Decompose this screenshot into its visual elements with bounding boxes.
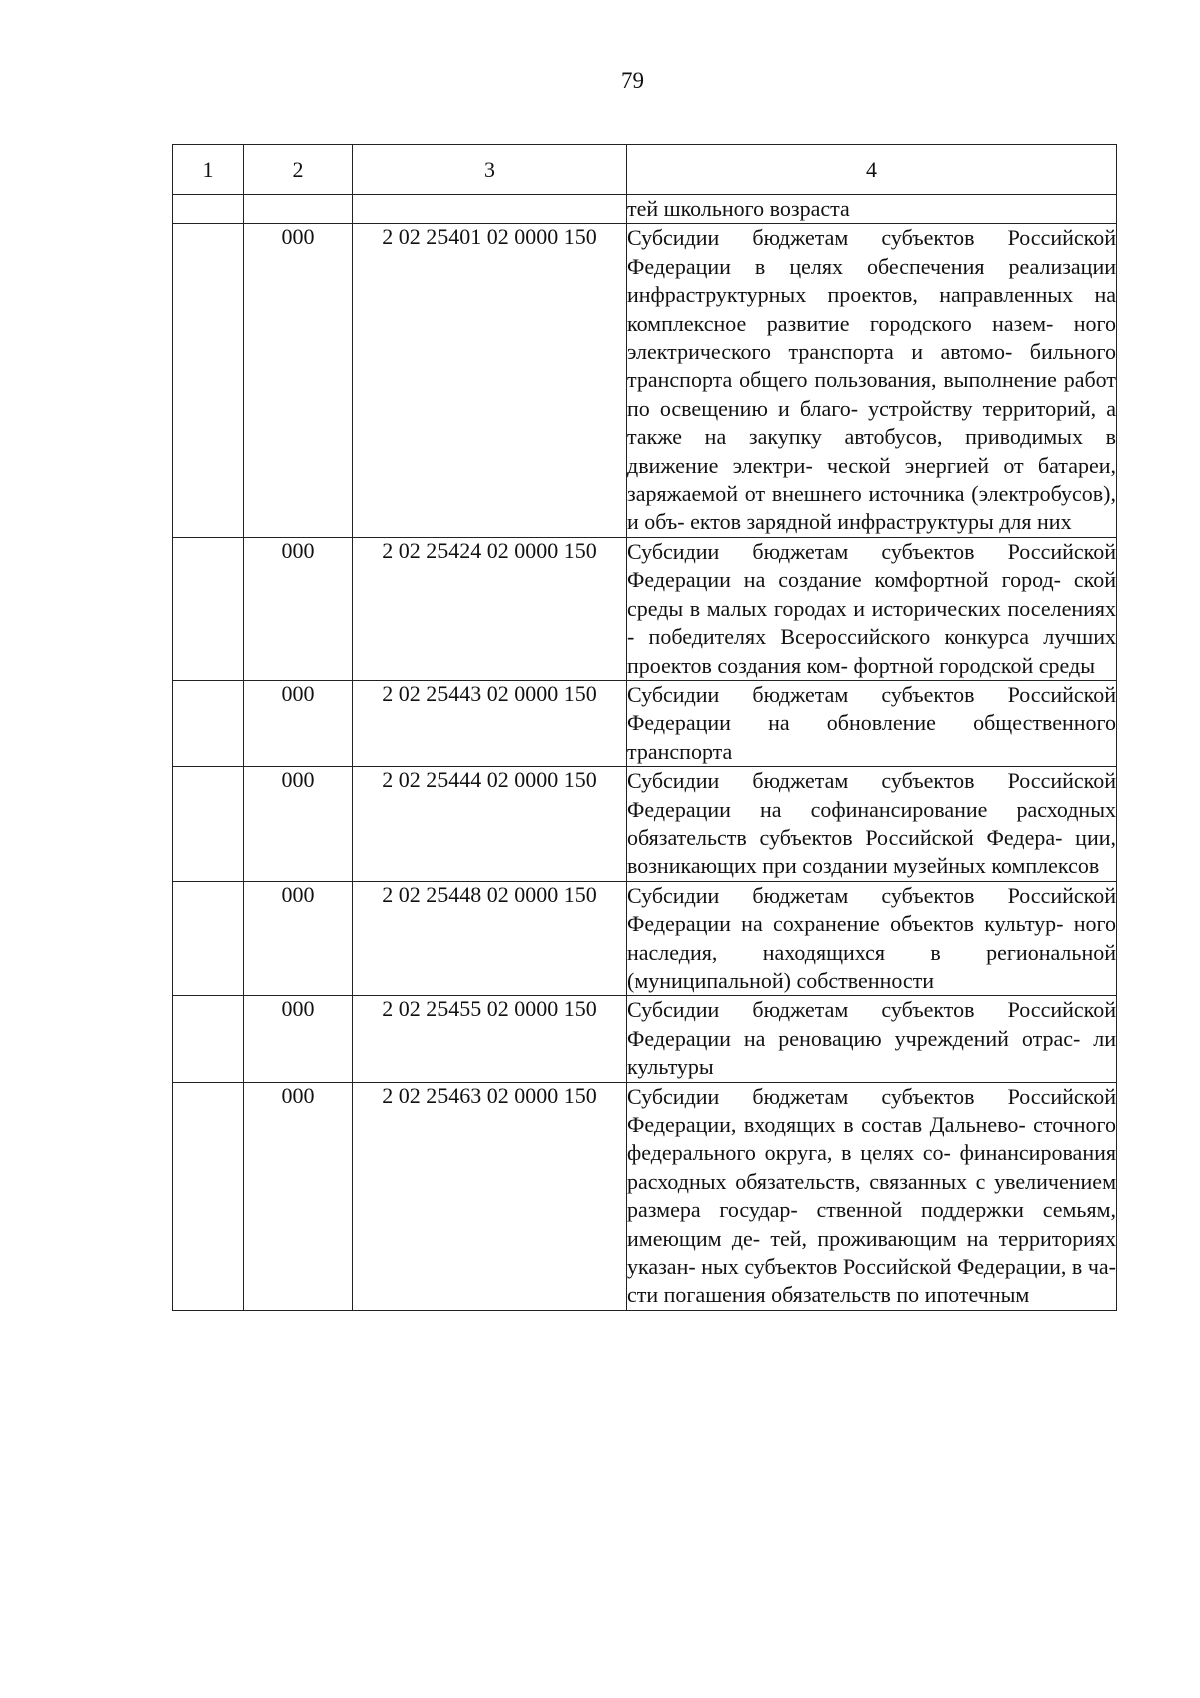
row-budget-code xyxy=(353,195,627,224)
row-description: тей школьного возраста xyxy=(627,195,1117,224)
row-description: Субсидии бюджетам субъектов Российской Федерации, входящих в состав Дальнево- сточного федерального округа, в целях со- финансирования расходных обязательств, связанных с увеличением размера государ- ственной поддержки семьям, имеющим де- тей, проживающим на территориях указан- ных субъектов Российской Федерации, в ча- сти погашения обязательств по ипотечным xyxy=(627,1082,1117,1310)
row-description: Субсидии бюджетам субъектов Российской Федерации на сохранение объектов культур- ного наследия, находящихся в региональной (муниципальной) собственности xyxy=(627,881,1117,996)
header-col-3: 3 xyxy=(353,145,627,195)
row-col-1 xyxy=(173,881,244,996)
row-admin-code: 000 xyxy=(244,680,353,766)
table-row xyxy=(173,537,1117,680)
table-row xyxy=(173,224,1117,537)
row-description: Субсидии бюджетам субъектов Российской Федерации в целях обеспечения реализации инфраструктурных проектов, направленных на комплексное развитие городского назем- ного электрического транспорта и автомо- бильного транспорта общего пользования, выполнение работ по освещению и благо- устройству территорий, а также на закупку автобусов, приводимых в движение электри- ческой энергией от батареи, заряжаемой от внешнего источника (электробусов), и объ- ектов зарядной инфраструктуры для них xyxy=(627,224,1117,537)
header-col-4: 4 xyxy=(627,145,1117,195)
header-col-2: 2 xyxy=(244,145,353,195)
row-description: Субсидии бюджетам субъектов Российской Федерации на обновление общественного транспорта xyxy=(627,680,1117,766)
row-col-1 xyxy=(173,195,244,224)
row-col-1 xyxy=(173,1082,244,1310)
page-number: 79 xyxy=(621,68,644,93)
row-budget-code: 2 02 25448 02 0000 150 xyxy=(353,881,627,996)
row-admin-code: 000 xyxy=(244,1082,353,1310)
row-col-1 xyxy=(173,680,244,766)
budget-classification-table xyxy=(172,144,1117,1311)
row-admin-code: 000 xyxy=(244,537,353,680)
row-description: Субсидии бюджетам субъектов Российской Федерации на софинансирование расходных обязательств субъектов Российской Федера- ции, возникающих при создании музейных комплексов xyxy=(627,767,1117,882)
row-col-1 xyxy=(173,996,244,1082)
header-col-1: 1 xyxy=(173,145,244,195)
row-budget-code: 2 02 25424 02 0000 150 xyxy=(353,537,627,680)
row-admin-code xyxy=(244,195,353,224)
row-col-1 xyxy=(173,224,244,537)
row-description: Субсидии бюджетам субъектов Российской Федерации на создание комфортной город- ской среды в малых городах и исторических поселениях - победителях Всероссийского конкурса лучших проектов создания ком- фортной городской среды xyxy=(627,537,1117,680)
table-row xyxy=(173,195,1117,224)
row-budget-code: 2 02 25444 02 0000 150 xyxy=(353,767,627,882)
row-admin-code: 000 xyxy=(244,224,353,537)
row-budget-code: 2 02 25401 02 0000 150 xyxy=(353,224,627,537)
row-budget-code: 2 02 25443 02 0000 150 xyxy=(353,680,627,766)
table-row xyxy=(173,680,1117,766)
row-admin-code: 000 xyxy=(244,996,353,1082)
row-col-1 xyxy=(173,537,244,680)
table-row xyxy=(173,1082,1117,1310)
row-description: Субсидии бюджетам субъектов Российской Федерации на реновацию учреждений отрас- ли культуры xyxy=(627,996,1117,1082)
table-row xyxy=(173,881,1117,996)
row-budget-code: 2 02 25463 02 0000 150 xyxy=(353,1082,627,1310)
table-header-row xyxy=(173,145,1117,195)
table-row xyxy=(173,767,1117,882)
table-row xyxy=(173,996,1117,1082)
row-col-1 xyxy=(173,767,244,882)
row-budget-code: 2 02 25455 02 0000 150 xyxy=(353,996,627,1082)
row-admin-code: 000 xyxy=(244,881,353,996)
row-admin-code: 000 xyxy=(244,767,353,882)
